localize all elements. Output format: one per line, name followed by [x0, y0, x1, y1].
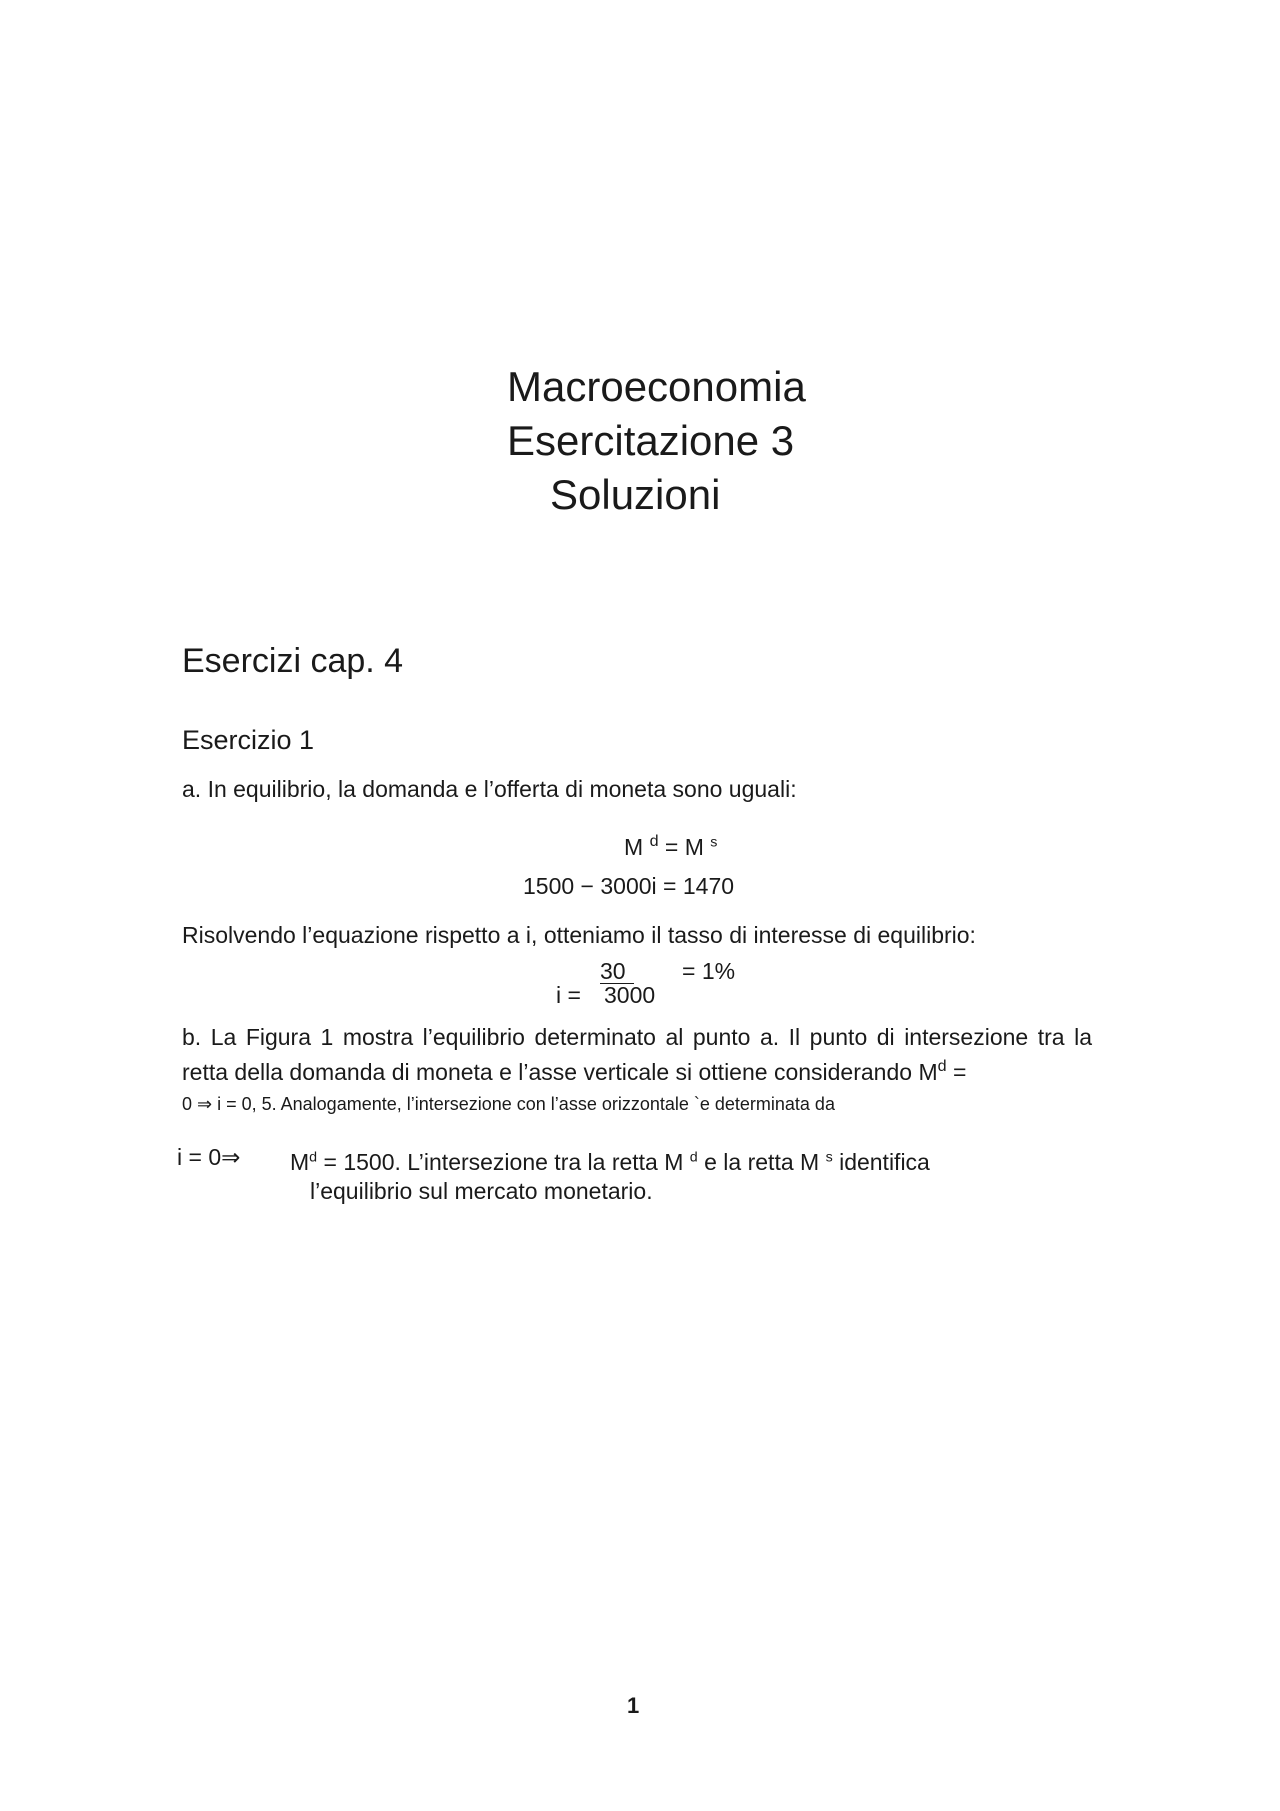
- line4-c-sup: s: [825, 1149, 833, 1166]
- fraction-prefix: i =: [556, 982, 581, 1008]
- eq1-right-sup: s: [710, 834, 718, 851]
- title-line-1: Macroeconomia: [507, 363, 806, 410]
- part-b-line-1: b. La Figura 1 mostra l’equilibrio determinato al punto a. Il punto di intersezione tra la: [182, 1024, 1092, 1050]
- fraction-result: = 1%: [682, 958, 736, 984]
- line4-b-sup: d: [689, 1149, 698, 1166]
- equation-numeric: 1500 − 3000i = 1470: [523, 873, 735, 899]
- fraction-numerator: [600, 960, 634, 984]
- line4-c: e la retta M: [697, 1149, 826, 1175]
- part-b-line-2-end: =: [946, 1059, 967, 1085]
- line4-b: = 1500. L’intersezione tra la retta M: [317, 1149, 690, 1175]
- equation-money-equilibrium: [624, 832, 718, 860]
- eq1-left: M: [624, 834, 644, 860]
- solve-text: Risolvendo l’equazione rispetto a i, otteniamo il tasso di interesse di equilibrio:: [182, 922, 976, 948]
- title-line-3: Soluzioni: [550, 471, 721, 518]
- part-b-line-3: 0 ⇒ i = 0, 5. Analogamente, l’intersezione con l’asse orizzontale `e determinata da: [182, 1094, 835, 1114]
- fraction-denominator: 3000: [604, 982, 656, 1008]
- part-b-line-2: [182, 1057, 967, 1085]
- part-b-line-4: [290, 1151, 930, 1174]
- line4-a: M: [290, 1149, 310, 1175]
- line4-a-sup: d: [309, 1149, 318, 1166]
- exercise-heading: Esercizio 1: [182, 725, 315, 755]
- title-line-2: Esercitazione 3: [507, 417, 795, 464]
- part-a-intro: a. In equilibrio, la domanda e l’offerta di moneta sono uguali:: [182, 776, 797, 802]
- part-b-line-2-text: retta della domanda di moneta e l’asse verticale si ottiene considerando M: [182, 1059, 938, 1085]
- condition-label: i = 0⇒: [177, 1144, 241, 1170]
- line4-d: identifica: [832, 1149, 930, 1175]
- part-b-line-5: l’equilibrio sul mercato monetario.: [310, 1178, 653, 1204]
- frac-numerator-text: 30: [600, 960, 634, 984]
- chapter-heading: Esercizi cap. 4: [182, 642, 404, 680]
- eq1-mid: = M: [658, 834, 704, 860]
- part-b-line-2-sup: d: [937, 1057, 947, 1076]
- page-number: 1: [627, 1693, 640, 1718]
- eq1-left-sup: d: [649, 832, 659, 851]
